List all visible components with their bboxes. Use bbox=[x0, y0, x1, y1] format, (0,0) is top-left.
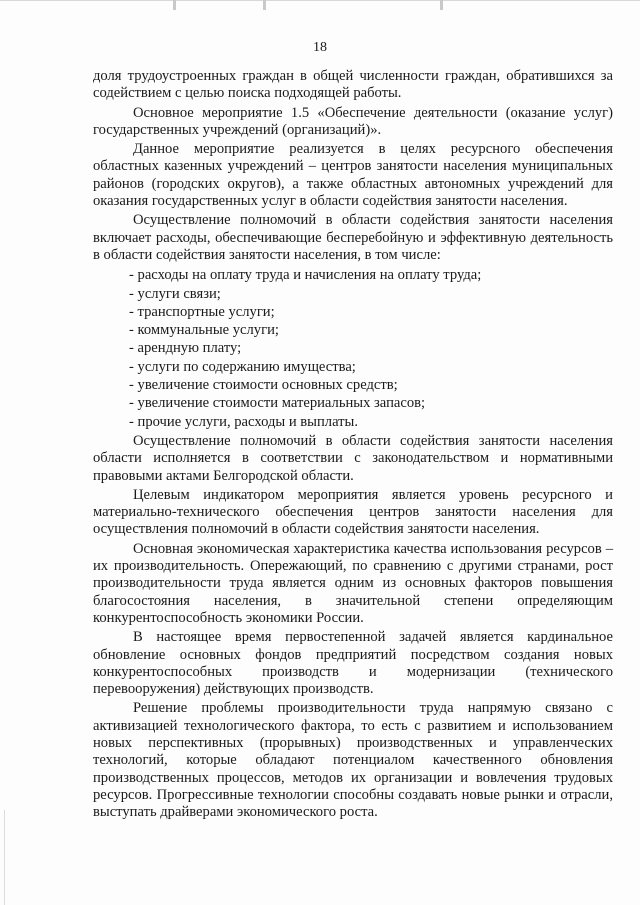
scan-mark bbox=[440, 0, 443, 10]
paragraph: Основная экономическая характеристика качества использования ресурсов – их производительность. Опережающий, по сравнению с другими странами, рост производительности труда является одним из основных факторов повышения благосостояния населения, в значительной степени определяющим конкурентоспособность экономики России. bbox=[93, 540, 613, 626]
document-body bbox=[93, 68, 613, 823]
paragraph: Целевым индикатором мероприятия является уровень ресурсного и материально-технического обеспечения центров занятости населения для осуществления полномочий в области содействия занятости населения. bbox=[93, 486, 613, 538]
expense-list bbox=[93, 266, 613, 431]
list-item: - расходы на оплату труда и начисления на оплату труда; bbox=[93, 266, 613, 284]
list-item: - прочие услуги, расходы и выплаты. bbox=[93, 413, 613, 431]
page-number: 18 bbox=[313, 40, 327, 55]
scan-top-edge bbox=[0, 0, 640, 9]
list-item: - услуги по содержанию имущества; bbox=[93, 358, 613, 376]
list-item: - увеличение стоимости материальных запасов; bbox=[93, 394, 613, 412]
scan-mark bbox=[173, 0, 176, 10]
paragraph: Данное мероприятие реализуется в целях ресурсного обеспечения областных казенных учреждений – центров занятости населения муниципальных районов (городских округов), а также областных автономных учреждений для оказания государственных услуг в области содействия занятости населения. bbox=[93, 141, 613, 210]
list-item: - увеличение стоимости основных средств; bbox=[93, 376, 613, 394]
list-item: - транспортные услуги; bbox=[93, 303, 613, 321]
paragraph: Основное мероприятие 1.5 «Обеспечение деятельности (оказание услуг) государственных учреждений (организаций)». bbox=[93, 104, 613, 138]
paragraph: доля трудоустроенных граждан в общей численности граждан, обратившихся за содействием с целью поиска подходящей работы. bbox=[93, 68, 613, 102]
paragraph: Осуществление полномочий в области содействия занятости населения включает расходы, обеспечивающие бесперебойную и эффективную деятельность в области содействия занятости населения, в том числе: bbox=[93, 212, 613, 263]
paragraph: Решение проблемы производительности труда напрямую связано с активизацией технологического фактора, то есть с развитием и использованием новых перспективных (прорывных) производственных и управленческих технологий, которые обладают потенциалом качественного обновления производственных процессов, методов их организации и вовлечения трудовых ресурсов. Прогрессивные технологии способны создавать новые рынки и отрасли, выступать драйверами экономического роста. bbox=[93, 700, 613, 821]
scan-mark bbox=[263, 0, 266, 10]
list-item: - услуги связи; bbox=[93, 285, 613, 303]
list-item: - арендную плату; bbox=[93, 339, 613, 357]
list-item: - коммунальные услуги; bbox=[93, 321, 613, 339]
scan-left-edge bbox=[4, 810, 5, 905]
paragraph: В настоящее время первостепенной задачей является кардинальное обновление основных фондов предприятий посредством создания новых конкурентоспособных производств и модернизации (технического перевооружения) действующих производств. bbox=[93, 629, 613, 698]
paragraph: Осуществление полномочий в области содействия занятости населения области исполняется в соответствии с законодательством и нормативными правовыми актами Белгородской области. bbox=[93, 432, 613, 484]
